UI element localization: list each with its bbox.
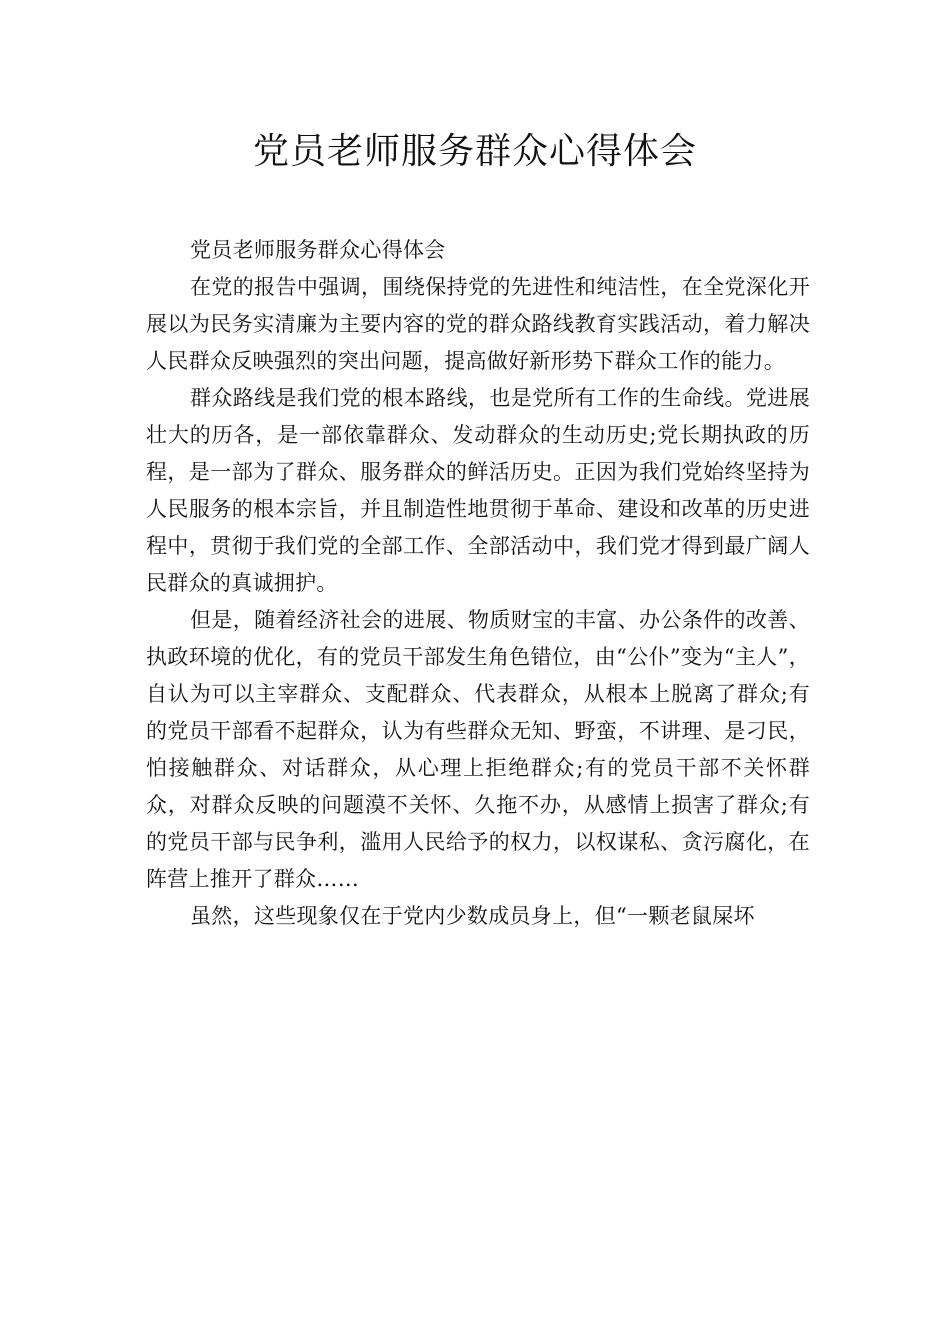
document-body — [146, 232, 810, 935]
paragraph: 虽然，这些现象仅在于党内少数成员身上，但“一颗老鼠屎坏 — [190, 904, 755, 928]
paragraph: 但是，随着经济社会的进展、物质财宝的丰富、办公条件的改善、执政环境的优化，有的党员干部发生角色错位，由“公仆”变为“主人”，自认为可以主宰群众、支配群众、代表群众，从根本上脱离了群众;有的党员干部看不起群众，认为有些群众无知、野蛮，不讲理、是刁民，怕接触群众、对话群众，从心理上拒绝群众;有的党员干部不关怀群众，对群众反映的问题漠不关怀、久拖不办，从感情上损害了群众;有的党员干部与民争利，滥用人民给予的权力，以权谋私、贪污腐化，在阵营上推开了群众…… — [146, 608, 810, 891]
paragraph-heading: 党员老师服务群众心得体会 — [190, 238, 446, 262]
paragraph: 在党的报告中强调，围绕保持党的先进性和纯洁性，在全党深化开展以为民务实清廉为主要内容的党的群众路线教育实践活动，着力解决人民群众反映强烈的突出问题，提高做好新形势下群众工作的能力。 — [146, 275, 810, 373]
document-title: 党员老师服务群众心得体会 — [252, 131, 697, 172]
paragraph: 群众路线是我们党的根本路线，也是党所有工作的生命线。党进展壮大的历各，是一部依靠群众、发动群众的生动历史;党长期执政的历程，是一部为了群众、服务群众的鲜活历史。正因为我们党始终坚持为人民服务的根本宗旨，并且制造性地贯彻于革命、建设和改革的历史进程中，贯彻于我们党的全部工作、全部活动中，我们党才得到最广阔人民群众的真诚拥护。 — [146, 386, 810, 595]
